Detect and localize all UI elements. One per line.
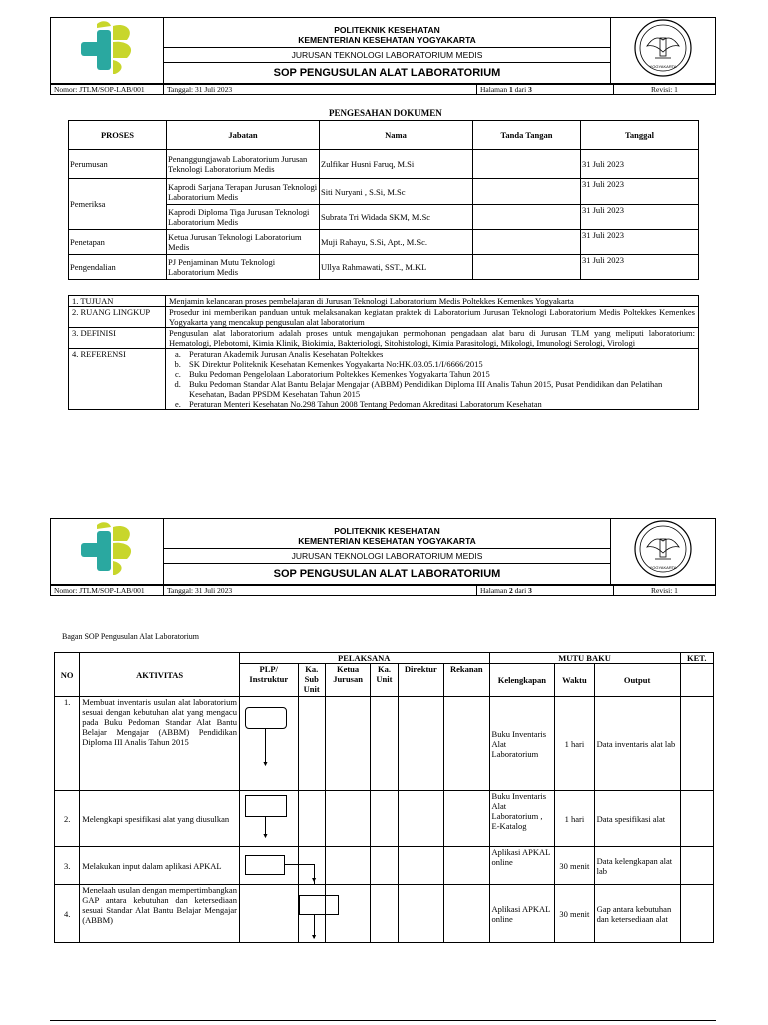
arrow-down-icon: ▼ <box>310 933 318 941</box>
page3-header-edge <box>50 1020 716 1025</box>
sop-info-table <box>68 295 699 410</box>
flow-caption: Bagan SOP Pengusulan Alat Laboratorium <box>62 632 200 641</box>
institution-name: POLITEKNIK KESEHATAN KEMENTERIAN KESEHATAN YOGYAKARTA <box>298 525 476 546</box>
arrow-down-icon: ▼ <box>310 876 318 884</box>
tujuan-text: Menjamin kelancaran proses pembelajaran di Jurusan Teknologi Laboratorium Medis Poltekkes Kemenkes Yogyakarta <box>166 296 699 307</box>
arrow-down-icon: ▼ <box>261 760 269 768</box>
page-indicator: Halaman 1 dari 3 <box>477 85 614 95</box>
sop-flow-table: NO AKTIVITAS PELAKSANA MUTU BAKU KET. PLP/ Instruktur Ka. Sub Unit Ketua Jurusan Ka. Unit Direktur Rekanan Kelengkapan Waktu Output 1. Membuat inventaris usulan alat laboratorium sesuai dengan kebutuhan alat yang mengacu pada Buku Pedoman Standar Alat Bantu Belajar Mengajar (ABBM) Pendidikan Diploma III Analis Tahun 2015 ▼ Buku Inventaris Alat Laboratorium 1 hari Data inventaris alat lab 2. Melengkapi spesifikasi alat yang diusulkan ▼ Buku Inventaris Alat Laboratorium , E-Katalog 1 hari Data spesifikasi alat 3. Melakukan input dalam aplikasi APKAL ▼ Aplikasi APKAL online 30 menit Data kelengkapan alat lab 4. Menelaah usulan dengan mempertimbangkan GAP antara kebutuhan dan ketersediaan sesuai Standar Alat Bantu Belajar Mengajar (ABBM) ▼ Aplikasi APKAL online 30 menit Gap antara kebutuhan dan ketersediaan alat <box>54 652 714 943</box>
referensi-label: 4. REFERENSI <box>69 349 166 410</box>
sop-title: SOP PENGUSULAN ALAT LABORATORIUM <box>164 564 611 585</box>
doc-number: Nomor: JTLM/SOP-LAB/001 <box>51 586 164 596</box>
flow-process-shape <box>245 795 287 817</box>
approval-title: PENGESAHAN DOKUMEN <box>329 108 442 118</box>
kemenkes-logo-icon <box>51 519 163 579</box>
flow-arrow-line <box>265 728 266 764</box>
ruang-label: 2. RUANG LINGKUP <box>69 307 166 328</box>
doc-date: Tanggal: 31 Juli 2023 <box>164 85 477 95</box>
tujuan-label: 1. TUJUAN <box>69 296 166 307</box>
flow-start-shape <box>245 707 287 729</box>
doc-number: Nomor: JTLM/SOP-LAB/001 <box>51 85 164 95</box>
table-row: 3. Melakukan input dalam aplikasi APKAL ▼ Aplikasi APKAL online 30 menit Data kelengkapan alat lab <box>55 847 714 885</box>
page1-header <box>50 17 716 95</box>
page-indicator: Halaman 2 dari 3 <box>477 586 614 596</box>
revision: Revisi: 1 <box>614 586 716 596</box>
table-row: Perumusan Penanggungjawab Laboratorium Jurusan Teknologi Laboratorium Medis Zulfikar Husni Faruq, M.Si 31 Juli 2023 <box>69 150 699 179</box>
institution-name: POLITEKNIK KESEHATAN KEMENTERIAN KESEHATAN YOGYAKARTA <box>298 24 476 45</box>
department-name: JURUSAN TEKNOLOGI LABORATORIUM MEDIS <box>164 549 611 564</box>
definisi-text: Pengusulan alat laboratorium adalah proses untuk mengajukan permohonan pengadaan alat baru di Jurusan TLM yang meliputi laboratorium: Hematologi, Plebotomi, Kimia Klinik, Biokimia, Bakteriologi, Sitohistologi, Kimia Parasitologi, Mikologi, Imunologi Serologi, Virologi <box>166 328 699 349</box>
poltekkes-seal-icon <box>611 519 715 579</box>
table-row: Kaprodi Diploma Tiga Jurusan Teknologi Laboratorium Medis Subrata Tri Widada SKM, M.Sc 31 Juli 2023 <box>69 205 699 230</box>
poltekkes-seal-icon <box>611 18 715 78</box>
list-item: c. Buku Pedoman Pengelolaan Laboratorium Poltekkes Kemenkes Yogyakarta Tahun 2015 <box>183 369 695 379</box>
flow-process-shape <box>299 895 339 915</box>
table-row: Pemeriksa Kaprodi Sarjana Terapan Jurusan Teknologi Laboratorium Medis Siti Nuryani , S.Si, M.Sc 31 Juli 2023 <box>69 179 699 205</box>
sop-title: SOP PENGUSULAN ALAT LABORATORIUM <box>164 63 611 84</box>
mutu-baku-header: MUTU BAKU <box>489 653 680 664</box>
list-item: b. SK Direktur Politeknik Kesehatan Kemenkes Yogyakarta No:HK.03.05.1/I/6666/2015 <box>183 359 695 369</box>
definisi-label: 3. DEFINISI <box>69 328 166 349</box>
department-name: JURUSAN TEKNOLOGI LABORATORIUM MEDIS <box>164 48 611 63</box>
arrow-down-icon: ▼ <box>261 832 269 840</box>
svg-text:YOGYAKARTA: YOGYAKARTA <box>649 64 677 69</box>
table-row: Pengendalian PJ Penjaminan Mutu Teknologi Laboratorium Medis Ullya Rahmawati, SST., M.KL 31 Juli 2023 <box>69 255 699 280</box>
pelaksana-header: PELAKSANA <box>239 653 489 664</box>
table-row: 1. Membuat inventaris usulan alat laboratorium sesuai dengan kebutuhan alat yang mengacu pada Buku Pedoman Standar Alat Bantu Belajar Mengajar (ABBM) Pendidikan Diploma III Analis Tahun 2015 ▼ Buku Inventaris Alat Laboratorium 1 hari Data inventaris alat lab <box>55 697 714 791</box>
table-row: 4. Menelaah usulan dengan mempertimbangkan GAP antara kebutuhan dan ketersediaan sesuai Standar Alat Bantu Belajar Mengajar (ABBM) ▼ Aplikasi APKAL online 30 menit Gap antara kebutuhan dan ketersediaan alat <box>55 885 714 943</box>
page2-header <box>50 518 716 596</box>
revision: Revisi: 1 <box>614 85 716 95</box>
referensi-list <box>169 349 695 409</box>
seal <box>611 18 716 84</box>
seal <box>611 519 716 585</box>
kemenkes-logo <box>51 519 164 585</box>
flow-process-shape <box>245 855 285 875</box>
table-row: Penetapan Ketua Jurusan Teknologi Laboratorium Medis Muji Rahayu, S.Si, Apt., M.Sc. 31 Juli 2023 <box>69 230 699 255</box>
referensi-list-cell <box>166 349 699 410</box>
svg-text:YOGYAKARTA: YOGYAKARTA <box>649 565 677 570</box>
list-item: e. Peraturan Menteri Kesehatan No.298 Tahun 2008 Tentang Pedoman Akreditasi Laboratorum Kesehatan <box>183 399 695 409</box>
table-row: 2. Melengkapi spesifikasi alat yang diusulkan ▼ Buku Inventaris Alat Laboratorium , E-Katalog 1 hari Data spesifikasi alat <box>55 791 714 847</box>
doc-date: Tanggal: 31 Juli 2023 <box>164 586 477 596</box>
ruang-text: Prosedur ini memberikan panduan untuk melaksanakan kegiatan praktek di Laboratorium Jurusan Teknologi Laboratorium Medis Poltekkes Kemenkes Yogyakarta yang mencakup pengusulan alat laboratorium <box>166 307 699 328</box>
list-item: d. Buku Pedoman Standar Alat Bantu Belajar Mengajar (ABBM) Pendidikan Diploma III Analis Tahun 2015, Pusat Pendidikan dan Pelatihan Kesehatan, Badan PPSDM Kesehatan Tahun 2015 <box>183 379 695 399</box>
list-item: a. Peraturan Akademik Jurusan Analis Kesehatan Poltekkes <box>183 349 695 359</box>
kemenkes-logo-icon <box>51 18 163 78</box>
kemenkes-logo <box>51 18 164 84</box>
approval-table: PROSES Jabatan Nama Tanda Tangan Tanggal Perumusan Penanggungjawab Laboratorium Jurusan Teknologi Laboratorium Medis Zulfikar Husni Faruq, M.Si 31 Juli 2023 Pemeriksa Kaprodi Sarjana Terapan Jurusan Teknologi Laboratorium Medis Siti Nuryani , S.Si, M.Sc 31 Juli 2023 Kaprodi Diploma Tiga Jurusan Teknologi Laboratorium Medis Subrata Tri Widada SKM, M.Sc 31 Juli 2023 Penetapan Ketua Jurusan Teknologi Laboratorium Medis Muji Rahayu, S.Si, Apt., M.Sc. 31 Juli 2023 Pengendalian PJ Penjaminan Mutu Teknologi Laboratorium Medis Ullya Rahmawati, SST., M.KL 31 Juli 2023 <box>68 120 699 280</box>
